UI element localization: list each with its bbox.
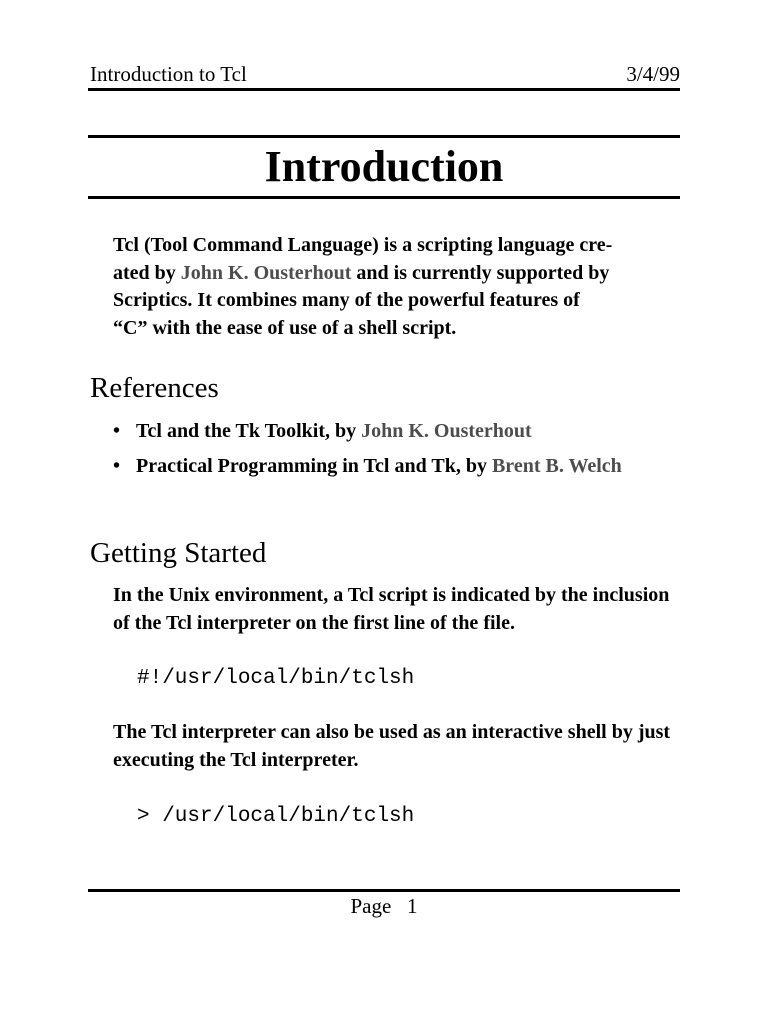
header-title: Introduction to Tcl bbox=[90, 62, 247, 86]
reference-author-link[interactable]: John K. Ousterhout bbox=[361, 420, 532, 442]
author-link[interactable]: John K. Ousterhout bbox=[180, 261, 352, 284]
header-rule bbox=[88, 88, 680, 91]
intro-line-4: “C” with the ease of use of a shell script. bbox=[113, 316, 457, 339]
references-heading: References bbox=[90, 372, 219, 404]
intro-line-2 bbox=[113, 260, 683, 288]
getting-started-paragraph-2: The Tcl interpreter can also be used as an interactive shell by just executing the Tcl interpreter. bbox=[113, 721, 671, 771]
header-date: 3/4/99 bbox=[626, 62, 680, 86]
intro-line-1: Tcl (Tool Command Language) is a scripting language cre- bbox=[113, 234, 613, 256]
getting-started-heading: Getting Started bbox=[90, 537, 267, 569]
footer-rule bbox=[88, 889, 680, 892]
title-rule-bottom bbox=[88, 196, 680, 199]
page-title: Introduction bbox=[264, 142, 504, 191]
intro-line-2-start: ated by bbox=[113, 261, 181, 284]
code-interactive-shell: > /usr/local/bin/tclsh bbox=[137, 805, 415, 828]
page-footer bbox=[88, 894, 680, 919]
title-rule-top bbox=[88, 135, 680, 138]
references-list bbox=[113, 418, 673, 488]
page-number: 1 bbox=[407, 894, 418, 918]
intro-line-3: Scriptics. It combines many of the powerful features of bbox=[113, 289, 580, 311]
reference-text: Tcl and the Tk Toolkit, by bbox=[136, 420, 362, 442]
running-header bbox=[90, 62, 680, 88]
reference-item bbox=[113, 453, 673, 480]
intro-paragraph bbox=[113, 232, 683, 342]
reference-author-link[interactable]: Brent B. Welch bbox=[491, 455, 622, 477]
code-shebang: #!/usr/local/bin/tclsh bbox=[137, 667, 415, 690]
intro-line-2-end: and is currently supported by bbox=[351, 261, 610, 284]
reference-item bbox=[113, 418, 673, 445]
bullet-icon: • bbox=[113, 420, 121, 442]
bullet-icon: • bbox=[113, 455, 121, 477]
page-label: Page bbox=[350, 894, 392, 918]
reference-text: Practical Programming in Tcl and Tk, by bbox=[136, 455, 492, 477]
getting-started-paragraph-1: In the Unix environment, a Tcl script is indicated by the inclusion of the Tcl interpreter on the first line of the file. bbox=[113, 584, 670, 634]
